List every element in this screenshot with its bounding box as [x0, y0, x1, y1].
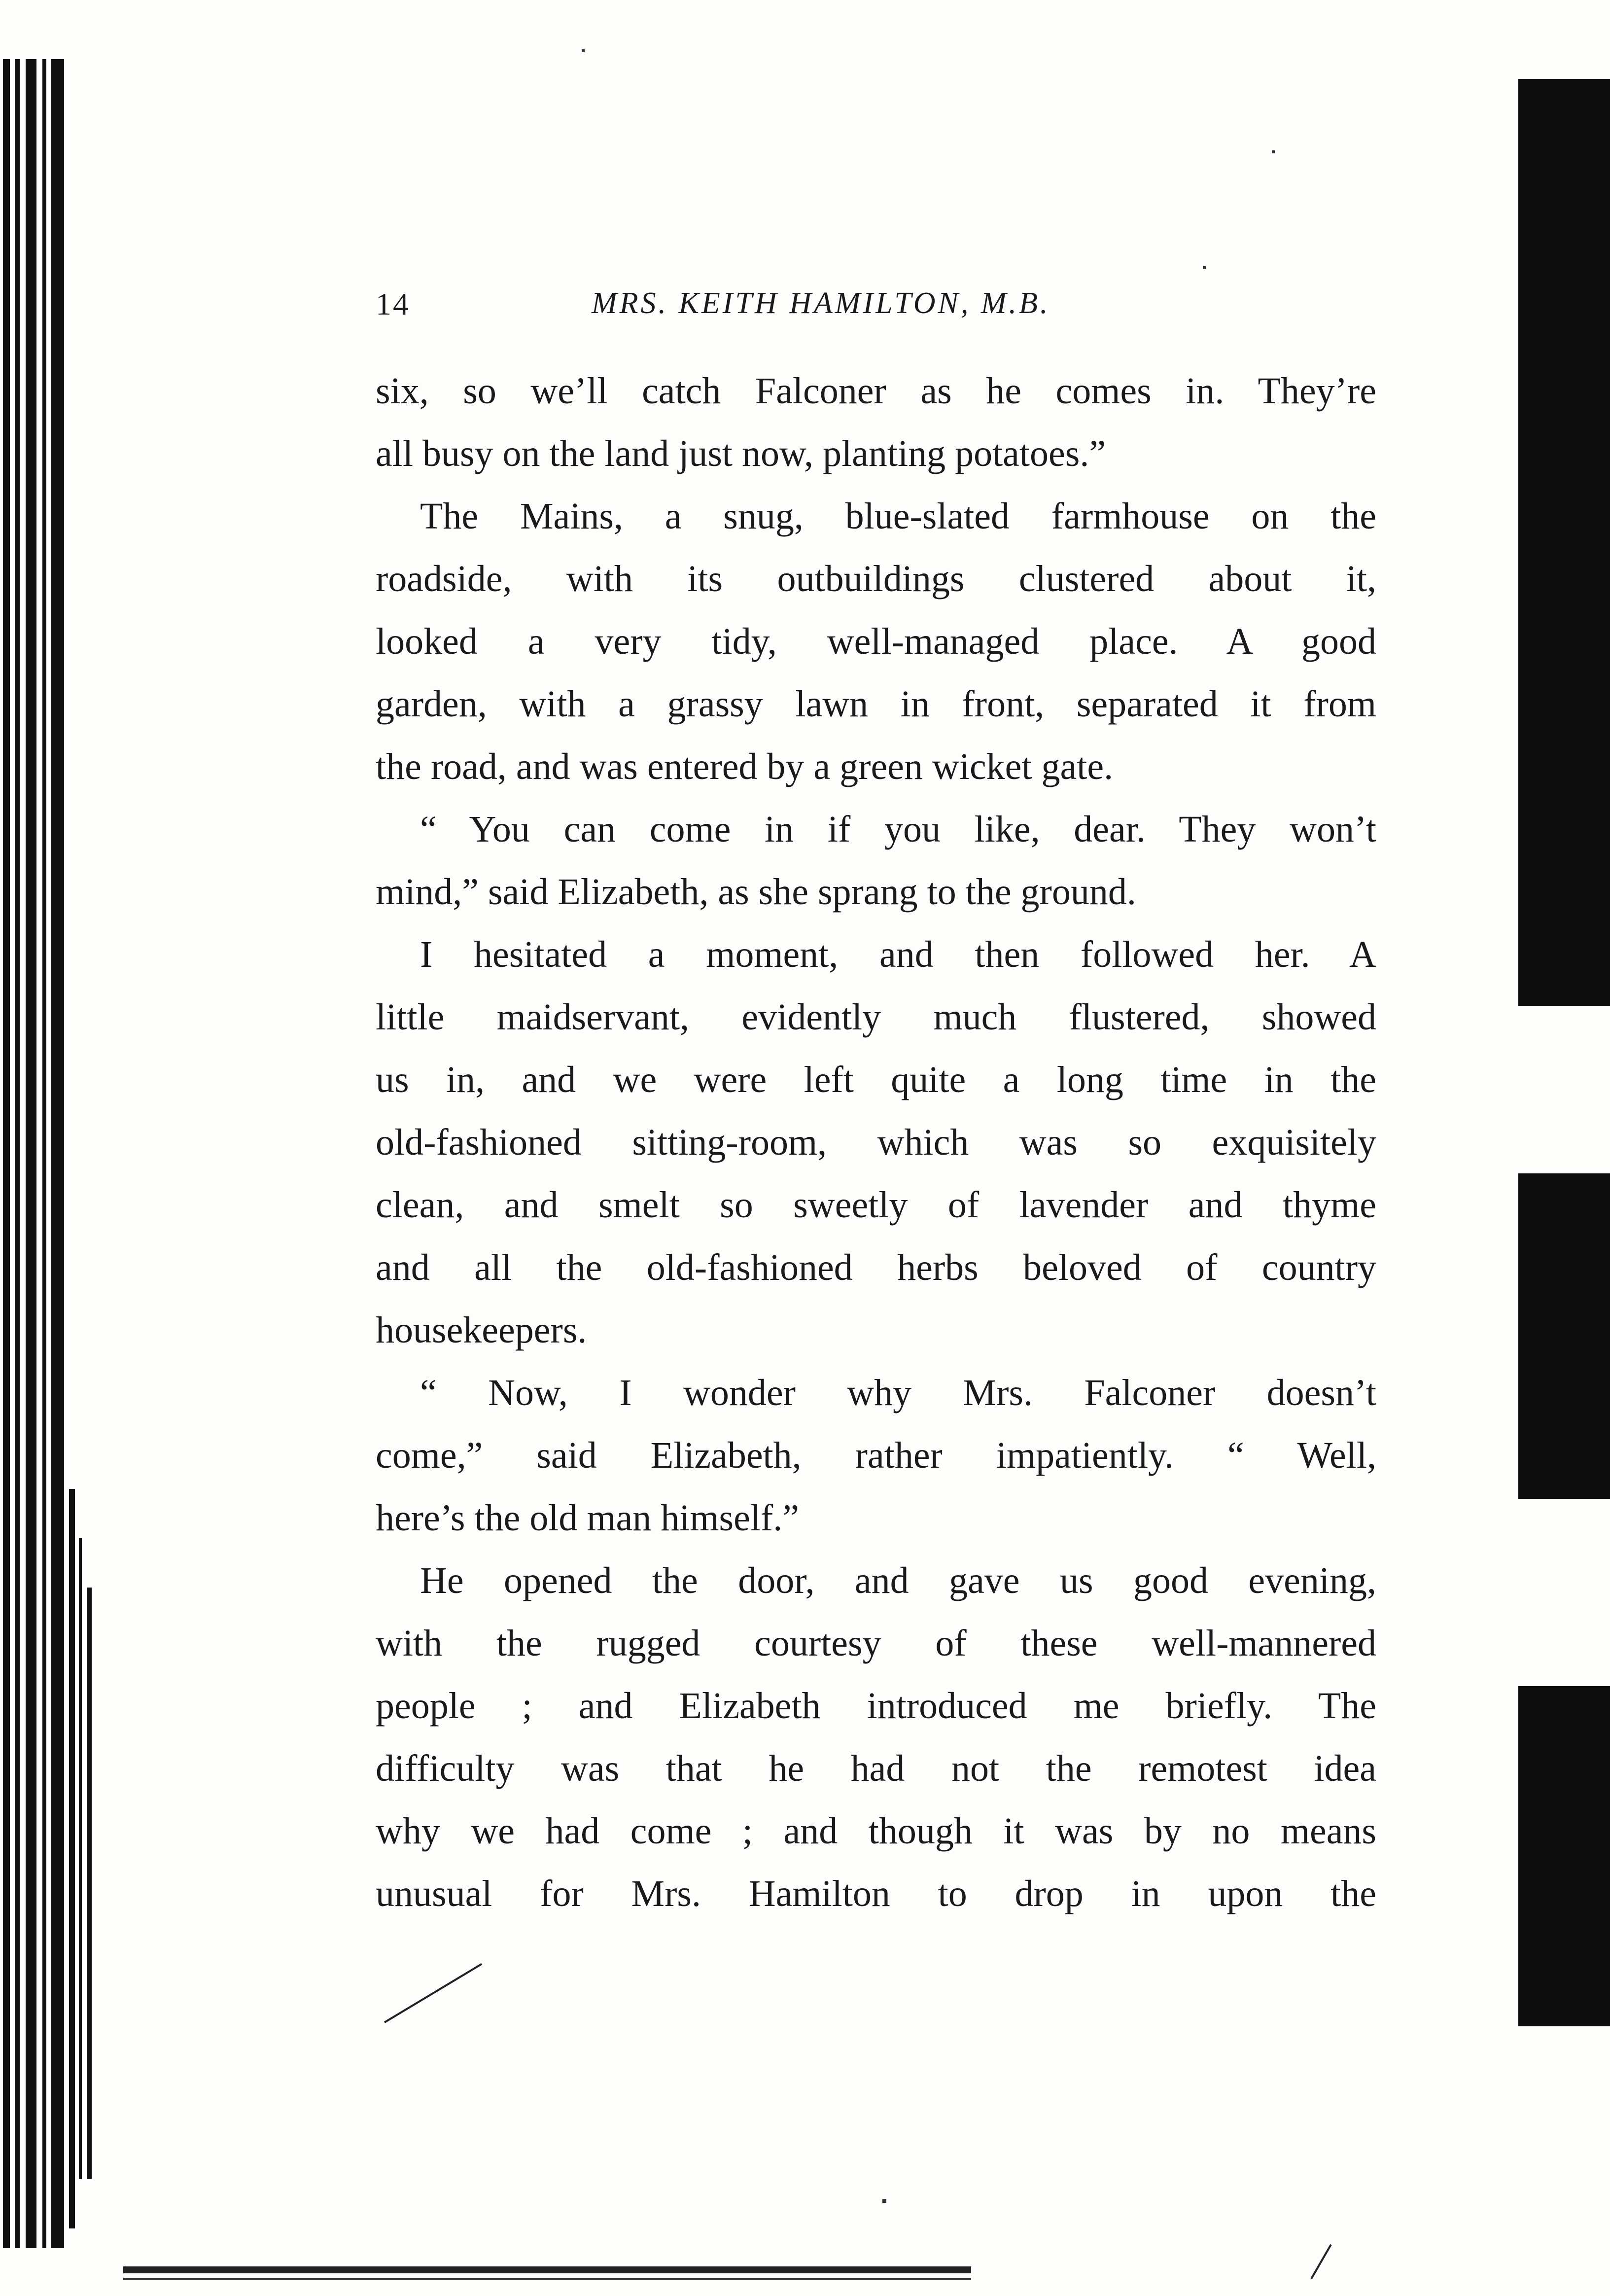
stray-mark	[882, 2199, 886, 2203]
text-line: difficulty was that he had not the remotest idea	[376, 1748, 1376, 1789]
running-head	[376, 286, 1386, 330]
text-line: all busy on the land just now, planting potatoes.”	[376, 433, 1106, 474]
text-line: He opened the door, and gave us good evening,	[420, 1560, 1376, 1601]
text-line: clean, and smelt so sweetly of lavender and thyme	[376, 1184, 1376, 1226]
text-line: come,” said Elizabeth, rather impatiently. “ Well,	[376, 1435, 1376, 1476]
text-line: looked a very tidy, well-managed place. A good	[376, 621, 1376, 662]
scan-bottom-rule-thin	[123, 2278, 971, 2280]
text-line: old-fashioned sitting-room, which was so exquisitely	[376, 1122, 1376, 1163]
page-number: 14	[376, 286, 410, 321]
text-line: “ Now, I wonder why Mrs. Falconer doesn’t	[420, 1372, 1376, 1413]
text-line: The Mains, a snug, blue-slated farmhouse on the	[420, 495, 1376, 537]
text-line: with the rugged courtesy of these well-mannered	[376, 1623, 1376, 1664]
text-line: housekeepers.	[376, 1309, 587, 1351]
text-line: unusual for Mrs. Hamilton to drop in upon the	[376, 1873, 1376, 1914]
stray-mark	[1203, 266, 1206, 269]
scan-right-edge	[1518, 79, 1610, 2031]
scan-bottom-rule	[123, 2266, 971, 2273]
stray-mark	[1272, 150, 1275, 153]
text-line: six, so we’ll catch Falconer as he comes in. They’re	[376, 370, 1376, 412]
pencil-stroke	[384, 1963, 482, 2023]
text-line: people ; and Elizabeth introduced me briefly. The	[376, 1685, 1376, 1727]
text-line: garden, with a grassy lawn in front, separated it from	[376, 683, 1376, 725]
text-line: here’s the old man himself.”	[376, 1497, 799, 1539]
body-text	[376, 360, 1376, 1925]
text-line: roadside, with its outbuildings clustered about it,	[376, 558, 1376, 600]
running-title: MRS. KEITH HAMILTON, M.B.	[592, 286, 1050, 320]
text-line: why we had come ; and though it was by no means	[376, 1810, 1376, 1852]
text-line: the road, and was entered by a green wicket gate.	[376, 746, 1114, 787]
text-line: mind,” said Elizabeth, as she sprang to the ground.	[376, 871, 1136, 913]
pencil-stroke	[1310, 2244, 1331, 2279]
text-line: us in, and we were left quite a long time in the	[376, 1059, 1376, 1100]
text-line: “ You can come in if you like, dear. They won’t	[420, 809, 1376, 850]
text-line: little maidservant, evidently much flustered, showed	[376, 996, 1376, 1038]
stray-mark	[582, 49, 585, 52]
scan-binding-edge	[0, 59, 118, 2248]
text-line: I hesitated a moment, and then followed her. A	[420, 934, 1376, 975]
text-line: and all the old-fashioned herbs beloved of country	[376, 1247, 1376, 1288]
